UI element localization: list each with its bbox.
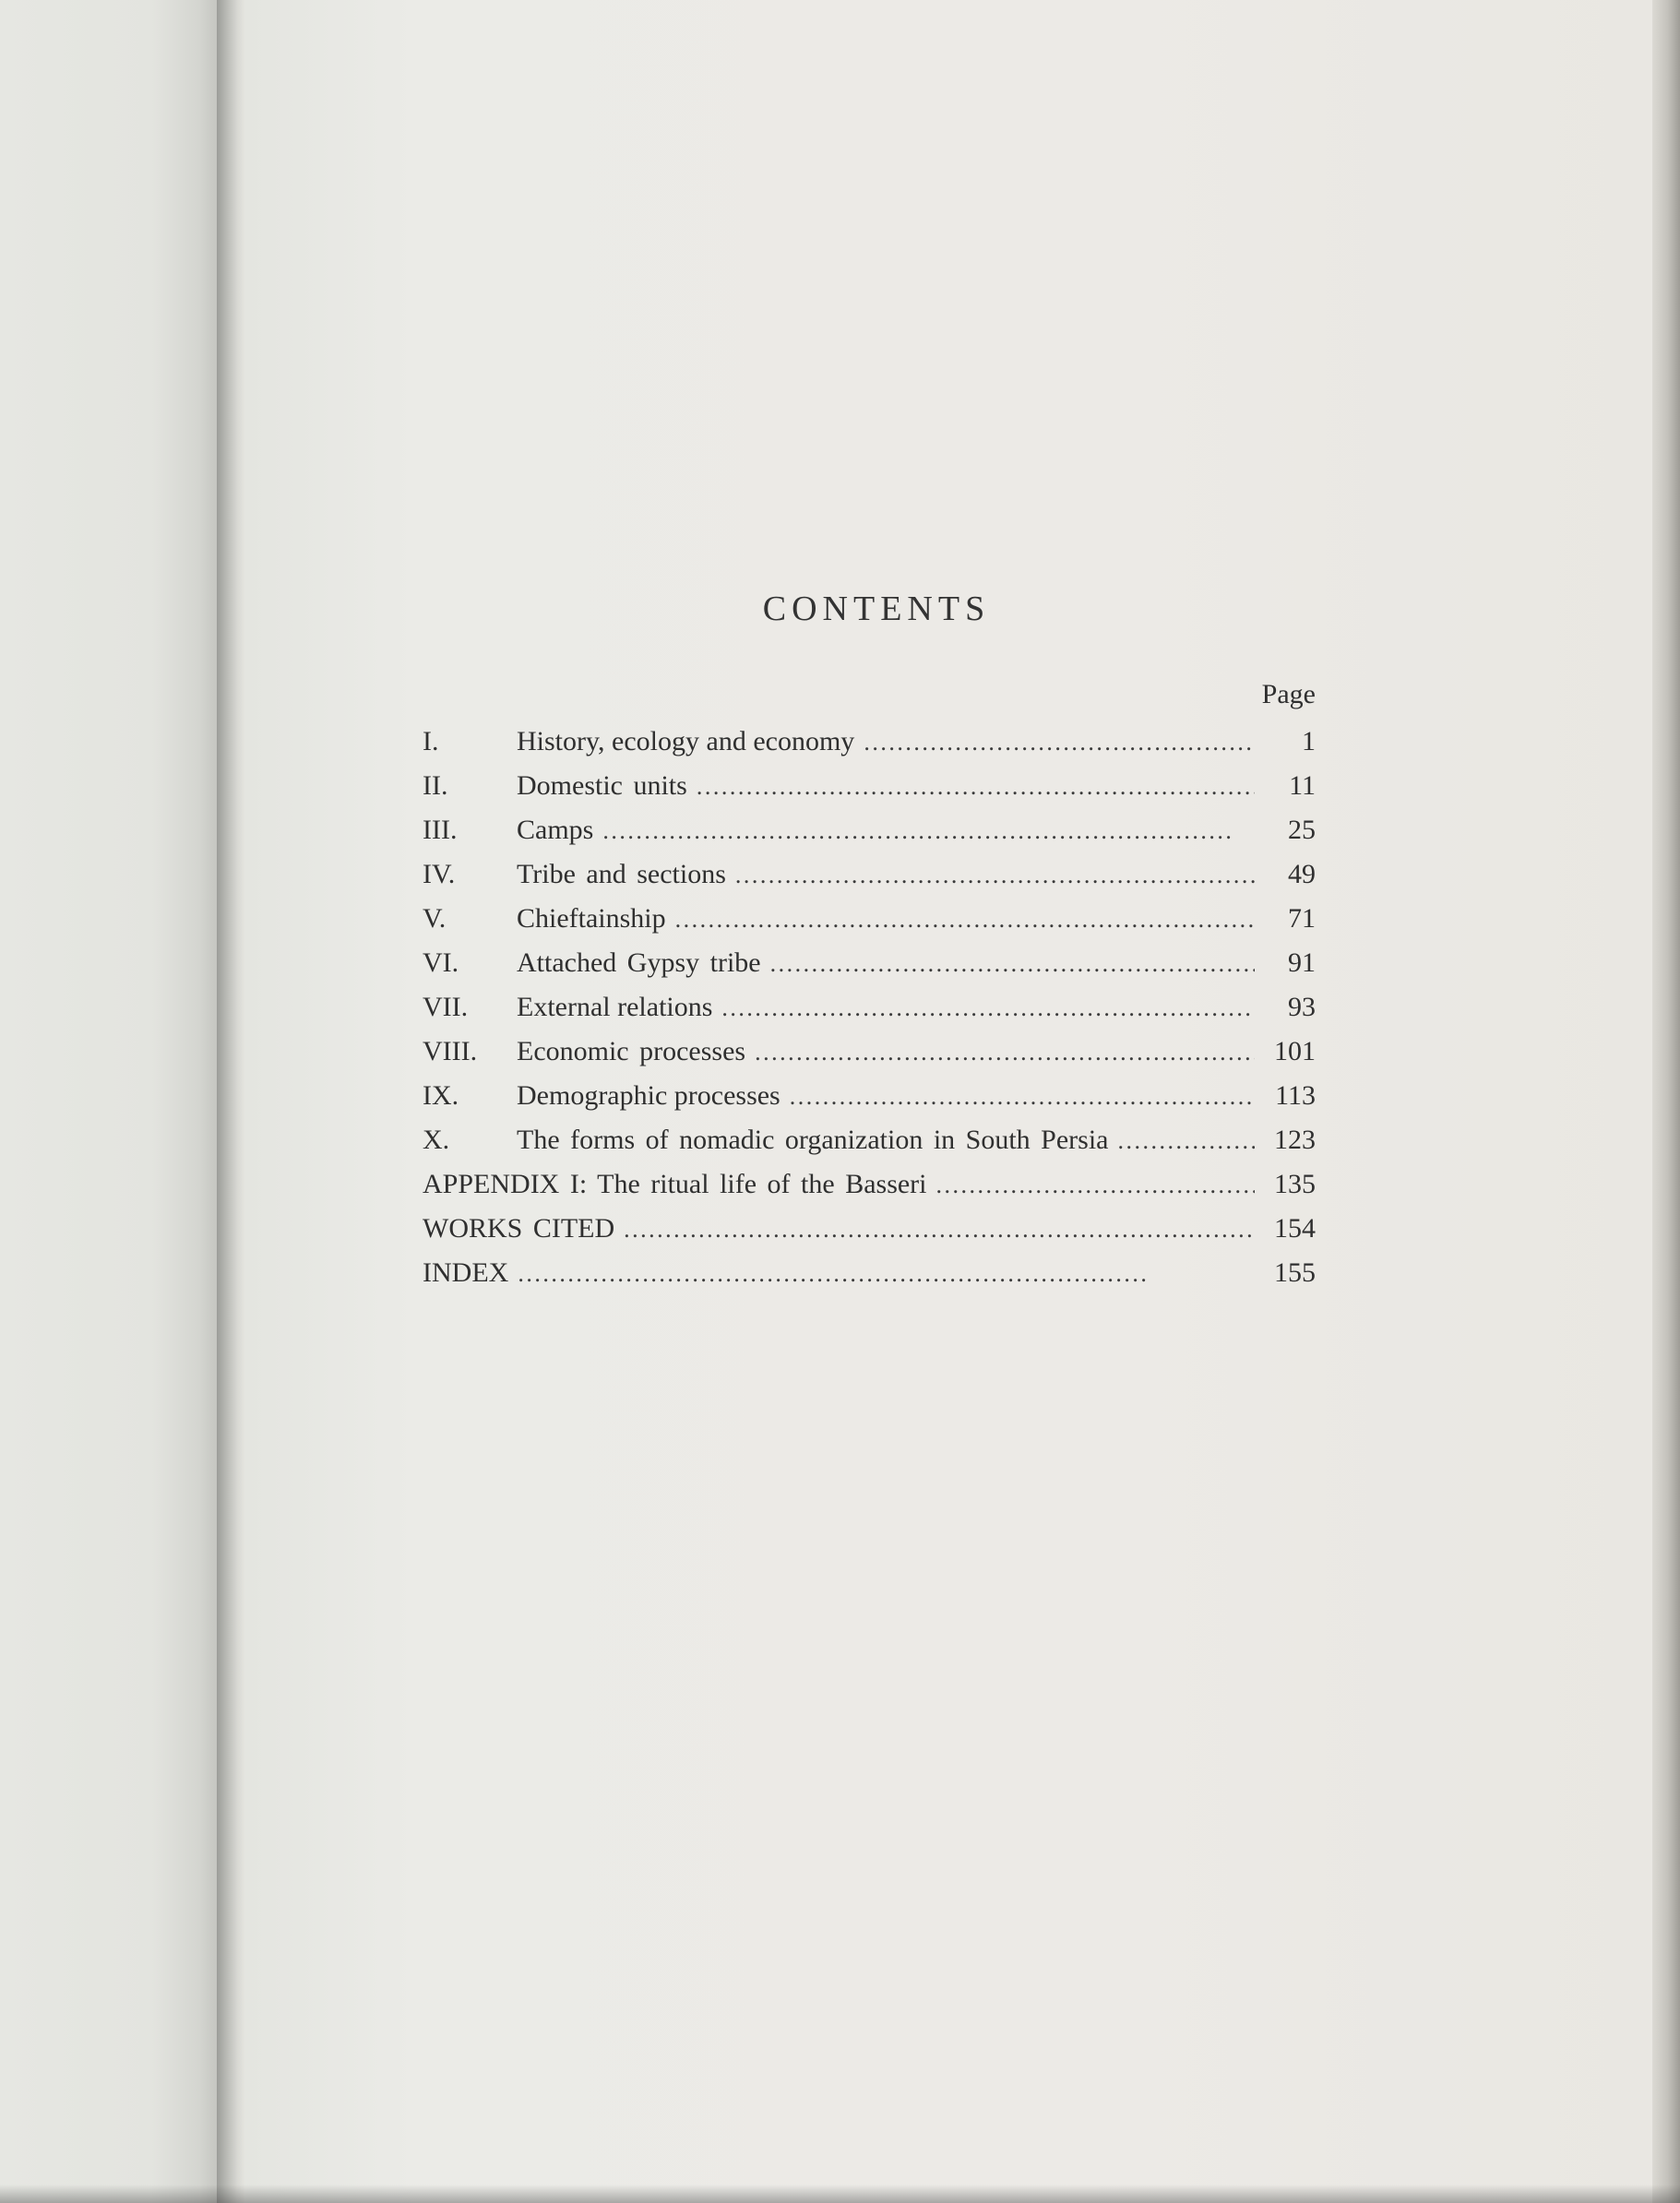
chapter-number: IX. [423, 1080, 459, 1111]
chapter-number: VII. [423, 992, 469, 1022]
dot-leader [735, 853, 1255, 898]
page-number: 91 [1288, 947, 1316, 978]
chapter-title: History, ecology and economy [517, 726, 855, 756]
page-number: 25 [1288, 815, 1316, 845]
dot-leader [697, 765, 1255, 809]
chapter-title: WORKS CITED [423, 1213, 615, 1244]
chapter-title: Domestic units [517, 770, 687, 801]
toc-entry [423, 1118, 1316, 1162]
chapter-title: Camps [517, 815, 594, 845]
chapter-number: X. [423, 1125, 450, 1155]
page-number: 155 [1274, 1257, 1316, 1288]
contents-heading: CONTENTS [762, 589, 991, 628]
page-number: 101 [1274, 1036, 1316, 1066]
toc-entry [423, 764, 1316, 808]
chapter-title: APPENDIX I: The ritual life of the Basseri [423, 1169, 927, 1199]
toc-entry [423, 808, 1316, 852]
page-number: 71 [1288, 903, 1316, 934]
toc-entry [423, 852, 1316, 897]
dot-leader [602, 809, 1255, 853]
chapter-number: V. [423, 903, 447, 934]
toc-entry [423, 720, 1316, 764]
dot-leader [721, 986, 1255, 1030]
chapter-title: Attached Gypsy tribe [517, 947, 761, 978]
chapter-title: Chieftainship [517, 903, 666, 934]
page-number: 113 [1275, 1080, 1316, 1111]
book-gutter [217, 0, 244, 2203]
dot-leader [1118, 1119, 1256, 1163]
chapter-title: The forms of nomadic organization in South Persia [517, 1125, 1109, 1155]
dot-leader [864, 720, 1255, 765]
chapter-title: External relations [517, 992, 713, 1022]
chapter-title: Tribe and sections [517, 859, 726, 889]
page-edge [1652, 0, 1680, 2203]
page-number: 11 [1289, 770, 1316, 801]
page-number: 49 [1288, 859, 1316, 889]
toc-entry [423, 985, 1316, 1030]
toc-entry [423, 897, 1316, 941]
chapter-number: IV. [423, 859, 456, 889]
chapter-title: Economic processes [517, 1036, 746, 1066]
toc-entry [423, 1162, 1316, 1207]
chapter-number: III. [423, 815, 458, 845]
bottom-shadow [0, 2185, 1680, 2203]
chapter-number: II. [423, 770, 448, 801]
page-number: 1 [1302, 726, 1316, 756]
chapter-number: VI. [423, 947, 459, 978]
toc-entry [423, 1251, 1316, 1295]
chapter-number: I. [423, 726, 439, 756]
page-number: 123 [1274, 1125, 1316, 1155]
toc-entry [423, 1030, 1316, 1074]
toc-entry [423, 1074, 1316, 1118]
dot-leader [518, 1252, 1255, 1296]
page-number: 154 [1274, 1213, 1316, 1244]
dot-leader [755, 1030, 1255, 1075]
chapter-number: VIII. [423, 1036, 478, 1066]
toc-entry [423, 941, 1316, 985]
chapter-title: INDEX [423, 1257, 509, 1288]
dot-leader [770, 942, 1255, 986]
dot-leader [624, 1208, 1255, 1252]
table-of-contents [423, 720, 1316, 1295]
page-number: 93 [1288, 992, 1316, 1022]
dot-leader [790, 1075, 1255, 1119]
page-column-label: Page [1261, 679, 1316, 709]
dot-leader [675, 898, 1255, 942]
chapter-title: Demographic processes [517, 1080, 780, 1111]
dot-leader [936, 1163, 1255, 1208]
page-number: 135 [1274, 1169, 1316, 1199]
left-facing-page [0, 0, 217, 2203]
toc-entry [423, 1207, 1316, 1251]
